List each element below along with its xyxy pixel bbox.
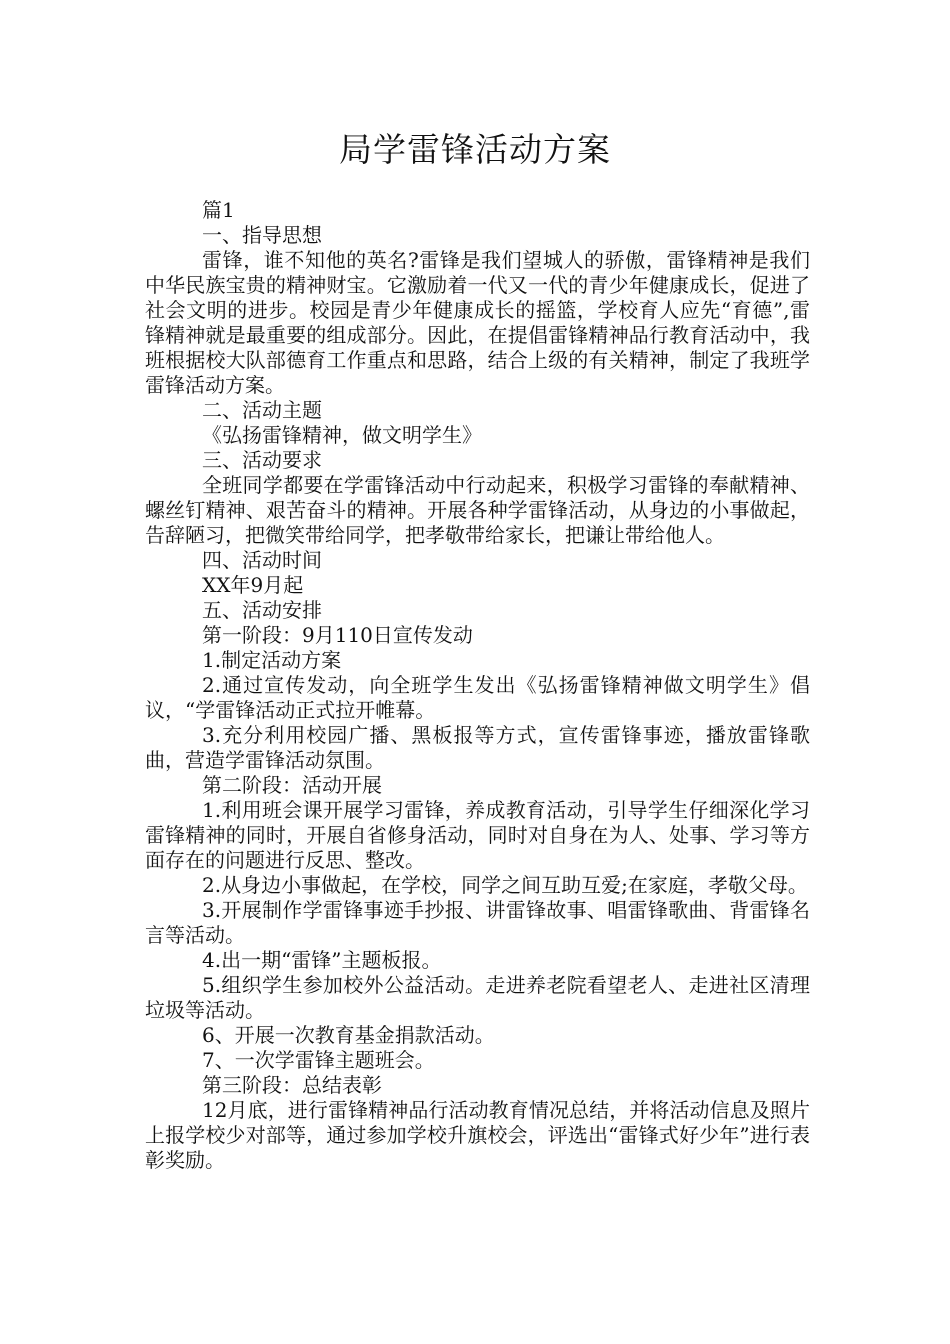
paragraph-section-label: 篇1 <box>202 198 235 222</box>
heading-activity-arrangement: 五、活动安排 <box>202 598 322 622</box>
paragraph-activity-requirements: 全班同学都要在学雷锋活动中行动起来，积极学习雷锋的奉献精神、螺丝钉精神、艰苦奋斗的精神。开展各种学雷锋活动，从身边的小事做起，告辞陋习，把微笑带给同学，把孝敬带给家长，把谦让带给他人。 <box>145 473 810 547</box>
list-item: 4.出一期“雷锋”主题板报。 <box>202 948 442 972</box>
list-item: 6、开展一次教育基金捐款活动。 <box>202 1023 495 1047</box>
list-item: 7、一次学雷锋主题班会。 <box>202 1048 435 1072</box>
heading-stage-one: 第一阶段：9月110日宣传发动 <box>202 623 473 647</box>
heading-guiding-ideology: 一、指导思想 <box>202 223 322 247</box>
list-item: 3.充分利用校园广播、黑板报等方式，宣传雷锋事迹，播放雷锋歌曲，营造学雷锋活动氛围。 <box>145 723 810 772</box>
list-item: 1.利用班会课开展学习雷锋，养成教育活动，引导学生仔细深化学习雷锋精神的同时，开展自省修身活动，同时对自身在为人、处事、学习等方面存在的问题进行反思、整改。 <box>145 798 810 872</box>
list-item: 3.开展制作学雷锋事迹手抄报、讲雷锋故事、唱雷锋歌曲、背雷锋名言等活动。 <box>145 898 810 947</box>
paragraph-guiding-ideology: 雷锋，谁不知他的英名?雷锋是我们望城人的骄傲，雷锋精神是我们中华民族宝贵的精神财宝。它激励着一代又一代的青少年健康成长，促进了社会文明的进步。校园是青少年健康成长的摇篮，学校育人应先“育德”,雷锋精神就是最重要的组成部分。因此，在提倡雷锋精神品行教育活动中，我班根据校大队部德育工作重点和思路，结合上级的有关精神，制定了我班学雷锋活动方案。 <box>145 248 810 397</box>
heading-stage-two: 第二阶段：活动开展 <box>202 773 382 797</box>
heading-activity-time: 四、活动时间 <box>202 548 322 572</box>
heading-stage-three: 第三阶段：总结表彰 <box>202 1073 382 1097</box>
list-item: 1.制定活动方案 <box>202 648 342 672</box>
heading-activity-theme: 二、活动主题 <box>202 398 322 422</box>
list-item: 5.组织学生参加校外公益活动。走进养老院看望老人、走进社区清理垃圾等活动。 <box>145 973 810 1022</box>
heading-activity-requirements: 三、活动要求 <box>202 448 322 472</box>
paragraph-activity-theme: 《弘扬雷锋精神，做文明学生》 <box>202 423 482 447</box>
paragraph-activity-time: XX年9月起 <box>202 573 304 597</box>
document-body <box>145 198 810 1173</box>
document-title: 局学雷锋活动方案 <box>339 130 611 169</box>
list-item: 2.从身边小事做起，在学校，同学之间互助互爱;在家庭，孝敬父母。 <box>202 873 808 897</box>
list-item: 2.通过宣传发动，向全班学生发出《弘扬雷锋精神做文明学生》倡议，“学雷锋活动正式拉开帷幕。 <box>145 673 810 722</box>
paragraph-stage-three: 12月底，进行雷锋精神品行活动教育情况总结，并将活动信息及照片上报学校少对部等，通过参加学校升旗校会，评选出“雷锋式好少年”进行表彰奖励。 <box>145 1098 810 1172</box>
